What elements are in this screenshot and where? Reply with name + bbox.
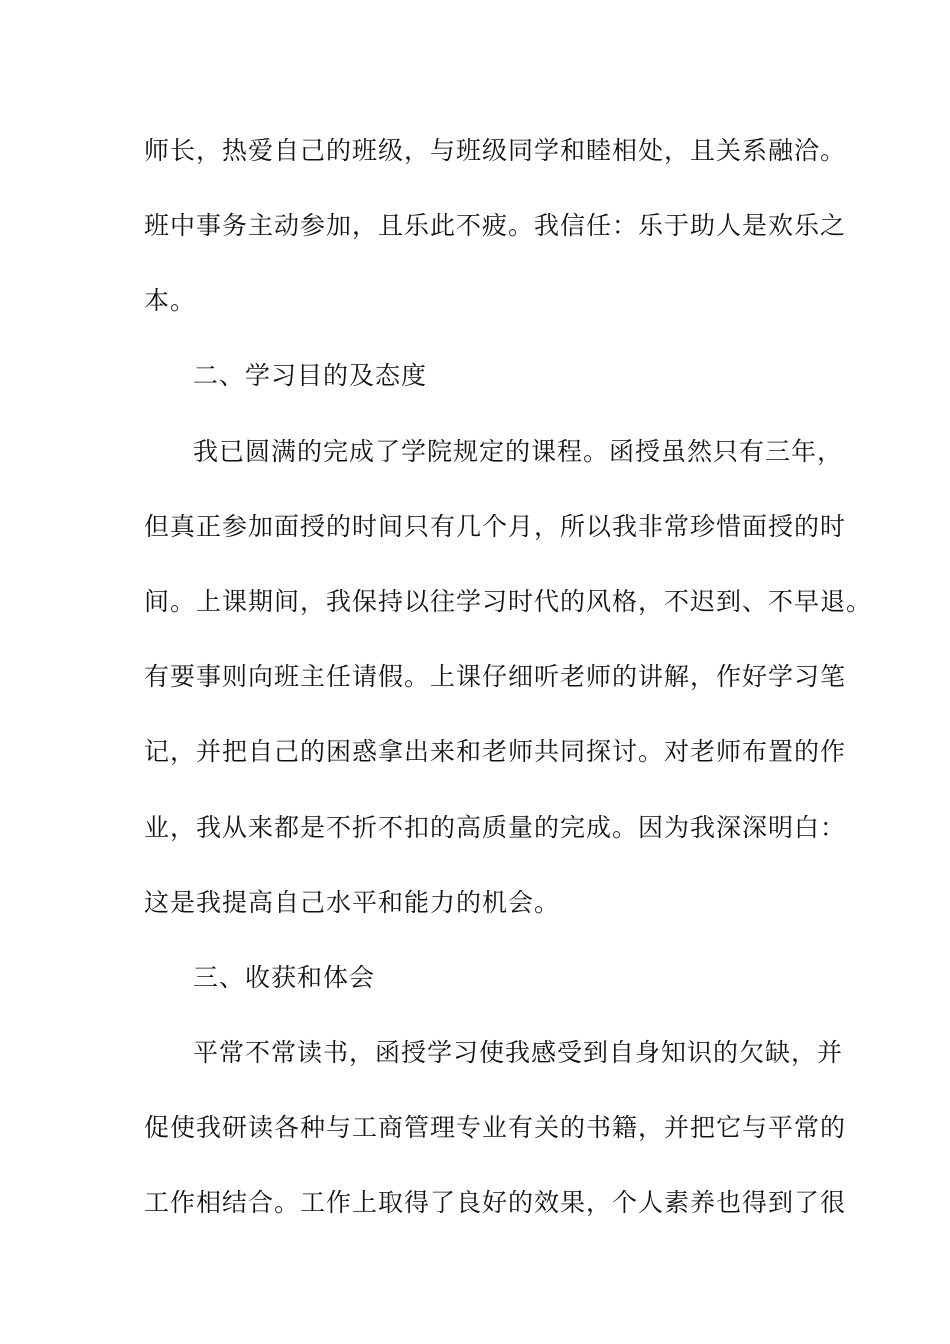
paragraph-line: 记，并把自己的困惑拿出来和老师共同探讨。对老师布置的作 xyxy=(144,737,847,766)
section-heading: 二、学习目的及态度 xyxy=(193,361,428,390)
paragraph-line: 本。 xyxy=(144,286,197,315)
paragraph-line: 间。上课期间，我保持以往学习时代的风格，不迟到、不早退。 xyxy=(144,587,873,616)
paragraph-line: 促使我研读各种与工商管理专业有关的书籍，并把它与平常的 xyxy=(144,1113,847,1142)
paragraph-line: 班中事务主动参加，且乐此不疲。我信任：乐于助人是欢乐之 xyxy=(144,211,847,240)
paragraph-line: 平常不常读书，函授学习使我感受到自身知识的欠缺，并 xyxy=(193,1038,844,1067)
paragraph-line: 但真正参加面授的时间只有几个月，所以我非常珍惜面授的时 xyxy=(144,512,847,541)
section-heading: 三、收获和体会 xyxy=(193,963,376,992)
paragraph-line: 师长，热爱自己的班级，与班级同学和睦相处，且关系融洽。 xyxy=(144,136,847,165)
paragraph-line: 我已圆满的完成了学院规定的课程。函授虽然只有三年， xyxy=(193,437,844,466)
paragraph-line: 业，我从来都是不折不扣的高质量的完成。因为我深深明白： xyxy=(144,813,847,842)
paragraph-line: 工作相结合。工作上取得了良好的效果，个人素养也得到了很 xyxy=(144,1188,847,1217)
paragraph-line: 有要事则向班主任请假。上课仔细听老师的讲解，作好学习笔 xyxy=(144,662,847,691)
paragraph-line: 这是我提高自己水平和能力的机会。 xyxy=(144,888,561,917)
